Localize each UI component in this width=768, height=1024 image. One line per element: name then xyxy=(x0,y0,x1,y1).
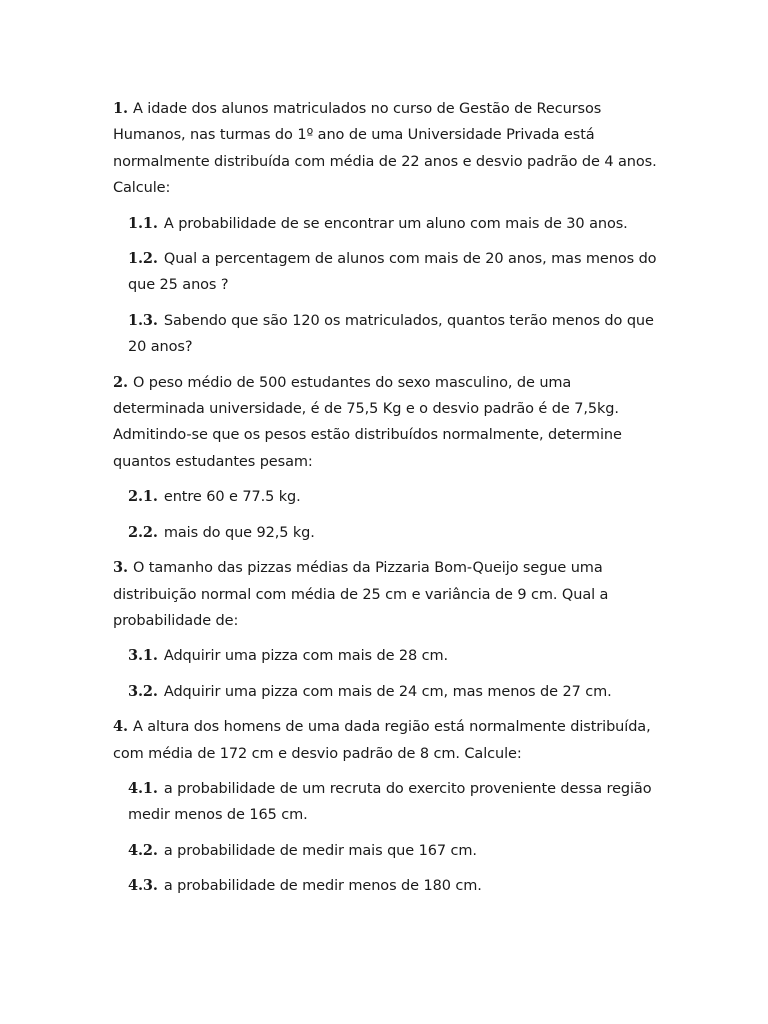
problem-text: O peso médio de 500 estudantes do sexo masculino, de uma determinada universidade, é de 75,5 Kg e o desvio padrão é de 7,5kg. Admitindo-se que os pesos estão distribuídos normalmente, determine quantos estudantes pesam: xyxy=(113,374,622,470)
subproblem-text: Sabendo que são 120 os matriculados, quantos terão menos do que 20 anos? xyxy=(128,312,654,356)
document-page xyxy=(113,96,658,909)
subproblem-text: a probabilidade de medir mais que 167 cm. xyxy=(163,842,477,859)
subproblem-number: 3.2. xyxy=(128,682,158,700)
problem-1 xyxy=(113,96,658,202)
problem-4 xyxy=(113,714,658,767)
subproblem-1-3 xyxy=(128,308,658,361)
subproblem-text: Adquirir uma pizza com mais de 24 cm, mas menos de 27 cm. xyxy=(163,683,612,700)
problem-number: 1. xyxy=(113,100,128,117)
subproblem-4-1 xyxy=(128,776,658,829)
subproblem-text: a probabilidade de medir menos de 180 cm. xyxy=(163,878,482,895)
subproblem-4-3 xyxy=(128,873,658,899)
subproblem-number: 1.3. xyxy=(128,311,158,329)
subproblem-text: entre 60 e 77.5 kg. xyxy=(163,489,301,506)
subproblem-1-1 xyxy=(128,211,658,237)
subproblem-number: 4.1. xyxy=(128,779,158,797)
subproblem-2-1 xyxy=(128,484,658,510)
problem-text: O tamanho das pizzas médias da Pizzaria Bom-Queijo segue uma distribuição normal com média de 25 cm e variância de 9 cm. Qual a probabilidade de: xyxy=(113,560,609,629)
problem-2 xyxy=(113,370,658,476)
subproblem-number: 1.1. xyxy=(128,214,158,232)
subproblem-text: a probabilidade de um recruta do exercito proveniente dessa região medir menos de 165 cm. xyxy=(128,780,652,824)
subproblem-number: 2.1. xyxy=(128,488,158,506)
subproblem-1-2 xyxy=(128,246,658,299)
problem-number: 4. xyxy=(113,718,128,736)
problem-3 xyxy=(113,555,658,634)
subproblem-text: Adquirir uma pizza com mais de 28 cm. xyxy=(163,648,449,665)
problem-number: 2. xyxy=(113,373,128,391)
subproblem-text: mais do que 92,5 kg. xyxy=(163,524,315,541)
subproblem-2-2 xyxy=(128,520,658,546)
subproblem-3-2 xyxy=(128,679,658,705)
problem-text: A idade dos alunos matriculados no curso de Gestão de Recursos Humanos, nas turmas do 1º ano de uma Universidade Privada está normalmente distribuída com média de 22 anos e desvio padrão de 4 anos. Calcule: xyxy=(113,101,657,197)
subproblem-number: 1.2. xyxy=(128,250,158,268)
subproblem-text: Qual a percentagem de alunos com mais de 20 anos, mas menos do que 25 anos ? xyxy=(128,251,657,294)
subproblem-text: A probabilidade de se encontrar um aluno com mais de 30 anos. xyxy=(163,215,628,232)
subproblem-number: 4.3. xyxy=(128,877,158,895)
subproblem-number: 3.1. xyxy=(128,647,158,665)
subproblem-3-1 xyxy=(128,643,658,669)
subproblem-number: 2.2. xyxy=(128,523,158,541)
subproblem-4-2 xyxy=(128,838,658,864)
subproblem-number: 4.2. xyxy=(128,841,158,859)
problem-text: A altura dos homens de uma dada região está normalmente distribuída, com média de 172 cm e desvio padrão de 8 cm. Calcule: xyxy=(113,719,651,762)
problem-number: 3. xyxy=(113,559,128,577)
